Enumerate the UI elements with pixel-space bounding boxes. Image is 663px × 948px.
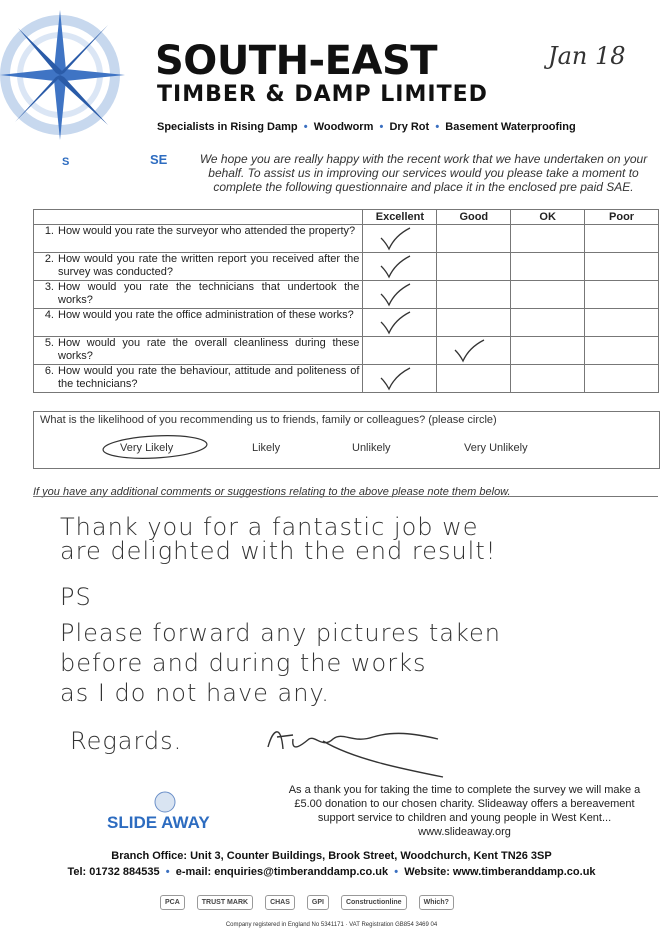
tagline-item: Dry Rot	[389, 121, 430, 133]
column-header: Poor	[585, 210, 659, 225]
checkmark-icon	[452, 338, 486, 364]
question-row	[34, 225, 659, 253]
email-link[interactable]: e-mail: enquiries@timberanddamp.co.uk	[175, 866, 389, 878]
rating-cell-ok[interactable]	[511, 253, 585, 281]
comments-box	[33, 496, 658, 769]
question-row	[34, 281, 659, 309]
checkmark-icon	[378, 310, 412, 336]
thanks-text: As a thank you for taking the time to complete the survey we will make a £5.00 donation to our chosen charity. Slideaway offers a bereavement support service to children and young people in West Kent... www.slideaway.org	[288, 784, 641, 838]
phone: Tel: 01732 884535	[67, 866, 160, 878]
questionnaire-table	[33, 209, 659, 393]
rating-cell-good[interactable]	[437, 225, 511, 253]
tagline-item: Basement Waterproofing	[445, 121, 576, 133]
rating-cell-ok[interactable]	[511, 225, 585, 253]
constructionline-logo: Constructionline	[341, 895, 407, 910]
tagline-item: Woodworm	[313, 121, 374, 133]
comment-line: before and during the works	[60, 649, 427, 677]
header-blank	[34, 210, 363, 225]
rating-cell-good[interactable]	[437, 253, 511, 281]
comments-prompt: If you have any additional comments or suggestions relating to the above please note them below.	[33, 486, 511, 498]
checkmark-icon	[378, 226, 412, 252]
option-likely[interactable]: Likely	[252, 442, 281, 454]
rating-cell-good[interactable]	[437, 281, 511, 309]
rating-cell-excellent[interactable]	[363, 309, 437, 337]
rating-cell-poor[interactable]	[585, 365, 659, 393]
question-text: How would you rate the technicians that undertook the works?	[58, 281, 360, 306]
contact-line: Tel: 01732 884535 • e-mail: enquiries@timberanddamp.co.uk • Website: www.timberanddamp.co.uk	[67, 866, 596, 878]
question-number: 5.	[44, 337, 54, 349]
column-header: OK	[511, 210, 585, 225]
rating-cell-ok[interactable]	[511, 281, 585, 309]
rating-cell-poor[interactable]	[585, 281, 659, 309]
table-header-row	[34, 210, 659, 225]
which-logo: Which?	[419, 895, 454, 910]
question-text: How would you rate the overall cleanliness during these works?	[58, 337, 360, 362]
handwritten-date: Jan 18	[548, 42, 626, 70]
accreditation-logos	[160, 890, 510, 914]
question-number: 6.	[44, 365, 54, 377]
comment-line: PS	[60, 583, 92, 611]
compass-s-label: S	[62, 156, 70, 168]
rating-cell-poor[interactable]	[585, 253, 659, 281]
rating-cell-good[interactable]	[437, 337, 511, 365]
option-very-likely[interactable]: Very Likely	[120, 442, 174, 454]
gpi-logo: GPI	[307, 895, 329, 910]
rating-cell-good[interactable]	[437, 365, 511, 393]
question-row	[34, 309, 659, 337]
registration-text: Company registered in England No 5341171 · VAT Registration GB854 3469 04	[225, 922, 438, 928]
question-cell	[34, 281, 363, 309]
comment-line: Thank you for a fantastic job we	[60, 513, 479, 541]
question-text: How would you rate the written report you received after the survey was conducted?	[58, 253, 360, 278]
question-cell	[34, 309, 363, 337]
slideaway-text: SLIDE AWAY	[107, 813, 210, 832]
question-number: 1.	[44, 225, 54, 237]
company-subtitle: TIMBER & DAMP LIMITED	[157, 82, 488, 107]
question-cell	[34, 337, 363, 365]
trustmark-logo: TRUST MARK	[197, 895, 253, 910]
rating-cell-poor[interactable]	[585, 225, 659, 253]
rating-cell-excellent[interactable]	[363, 365, 437, 393]
question-number: 3.	[44, 281, 54, 293]
recommend-box	[33, 411, 660, 469]
rating-cell-ok[interactable]	[511, 309, 585, 337]
question-cell	[34, 253, 363, 281]
column-header: Good	[437, 210, 511, 225]
rating-cell-excellent[interactable]	[363, 225, 437, 253]
question-row	[34, 253, 659, 281]
question-number: 4.	[44, 309, 54, 321]
signature	[263, 719, 463, 779]
rating-cell-poor[interactable]	[585, 309, 659, 337]
tagline: Specialists in Rising Damp • Woodworm • Dry Rot • Basement Waterproofing	[157, 121, 576, 133]
question-cell	[34, 225, 363, 253]
option-very-unlikely[interactable]: Very Unlikely	[464, 442, 528, 454]
tagline-item: Specialists in Rising Damp	[157, 121, 298, 133]
question-row	[34, 337, 659, 365]
branch-address: Branch Office: Unit 3, Counter Buildings, Brook Street, Woodchurch, Kent TN26 3SP	[111, 850, 552, 862]
comment-line: are delighted with the end result!	[60, 537, 497, 565]
rating-cell-excellent[interactable]	[363, 253, 437, 281]
compass-logo	[0, 0, 150, 160]
company-name: SOUTH-EAST	[155, 38, 438, 84]
question-cell	[34, 365, 363, 393]
recommend-question: What is the likelihood of you recommending us to friends, family or colleagues? (please circle)	[40, 414, 497, 426]
comment-line: Please forward any pictures taken	[60, 619, 501, 647]
option-unlikely[interactable]: Unlikely	[352, 442, 391, 454]
question-text: How would you rate the surveyor who attended the property?	[58, 225, 356, 237]
checkmark-icon	[378, 366, 412, 392]
rating-cell-excellent[interactable]	[363, 281, 437, 309]
comment-signoff: Regards.	[70, 727, 183, 755]
slideaway-logo	[105, 790, 210, 835]
intro-text: We hope you are really happy with the recent work that we have undertaken on your behalf. To assist us in improving our services would you please take a moment to complete the following questionnaire and place it in the enclosed pre paid SAE.	[199, 152, 648, 194]
question-text: How would you rate the behaviour, attitude and politeness of the technicians?	[58, 365, 360, 390]
rating-cell-ok[interactable]	[511, 365, 585, 393]
checkmark-icon	[378, 282, 412, 308]
question-row	[34, 365, 659, 393]
pca-logo: PCA	[160, 895, 185, 910]
question-text: How would you rate the office administration of these works?	[58, 309, 354, 321]
question-number: 2.	[44, 253, 54, 265]
chas-logo: CHAS	[265, 895, 295, 910]
column-header: Excellent	[363, 210, 437, 225]
website-link[interactable]: Website: www.timberanddamp.co.uk	[404, 866, 596, 878]
rating-cell-excellent[interactable]	[363, 337, 437, 365]
checkmark-icon	[378, 254, 412, 280]
comment-line: as I do not have any.	[60, 679, 330, 707]
rating-cell-good[interactable]	[437, 309, 511, 337]
rating-cell-ok[interactable]	[511, 337, 585, 365]
compass-se-label: SE	[150, 152, 168, 167]
rating-cell-poor[interactable]	[585, 337, 659, 365]
